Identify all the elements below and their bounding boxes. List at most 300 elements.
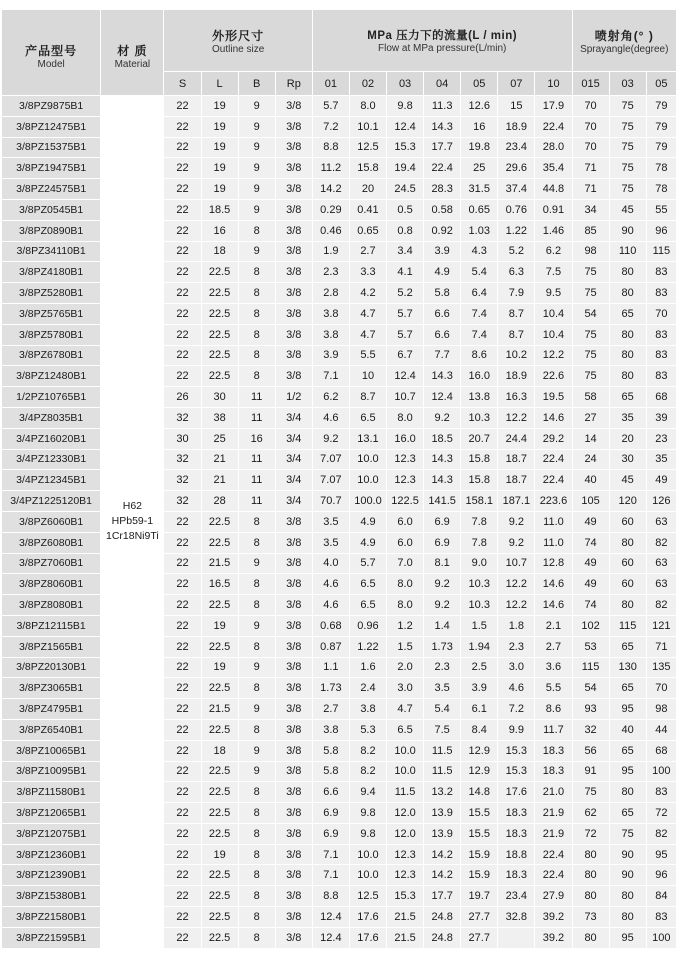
value-cell: 10.0: [349, 470, 386, 491]
value-cell: 8: [238, 823, 275, 844]
value-cell: 96: [646, 865, 676, 886]
value-cell: 15.3: [387, 137, 424, 158]
value-cell: 12.4: [424, 387, 461, 408]
value-cell: 9.8: [349, 823, 386, 844]
value-cell: 65: [609, 636, 646, 657]
value-cell: 17.6: [498, 782, 535, 803]
model-cell: 1/2PZ10765B1: [2, 387, 101, 408]
value-cell: 5.7: [387, 324, 424, 345]
subheader-cell: 04: [424, 72, 461, 96]
value-cell: 18.3: [498, 823, 535, 844]
value-cell: 11.2: [312, 158, 349, 179]
value-cell: 9.2: [498, 532, 535, 553]
value-cell: 1.46: [535, 220, 572, 241]
value-cell: 5.3: [349, 719, 386, 740]
model-cell: 3/8PZ24575B1: [2, 179, 101, 200]
value-cell: 5.8: [424, 283, 461, 304]
value-cell: 95: [609, 927, 646, 948]
value-cell: 84: [646, 886, 676, 907]
value-cell: 22: [164, 553, 201, 574]
value-cell: 8: [238, 782, 275, 803]
value-cell: 9: [238, 96, 275, 117]
value-cell: 121: [646, 615, 676, 636]
value-cell: 12.3: [387, 865, 424, 886]
model-cell: 3/4PZ8035B1: [2, 407, 101, 428]
value-cell: 22.5: [201, 595, 238, 616]
value-cell: 3/8: [275, 657, 312, 678]
value-cell: 6.5: [387, 719, 424, 740]
value-cell: 1.73: [424, 636, 461, 657]
value-cell: 22: [164, 782, 201, 803]
value-cell: 85: [572, 220, 609, 241]
value-cell: 19: [201, 179, 238, 200]
value-cell: 80: [609, 886, 646, 907]
value-cell: 6.9: [424, 511, 461, 532]
value-cell: 24.8: [424, 927, 461, 948]
value-cell: 10.3: [461, 407, 498, 428]
value-cell: 9.4: [349, 782, 386, 803]
value-cell: 12.3: [387, 470, 424, 491]
value-cell: 22.5: [201, 324, 238, 345]
value-cell: 70: [572, 137, 609, 158]
value-cell: 75: [572, 782, 609, 803]
value-cell: 22.5: [201, 511, 238, 532]
value-cell: 9: [238, 199, 275, 220]
value-cell: 9.2: [498, 511, 535, 532]
header-material-en: Material: [114, 58, 151, 70]
value-cell: 3/8: [275, 907, 312, 928]
value-cell: 8: [238, 574, 275, 595]
value-cell: 75: [572, 262, 609, 283]
value-cell: 22.5: [201, 262, 238, 283]
value-cell: 22: [164, 96, 201, 117]
value-cell: 63: [646, 574, 676, 595]
value-cell: 11: [238, 407, 275, 428]
value-cell: 22.5: [201, 345, 238, 366]
value-cell: 1.1: [312, 657, 349, 678]
value-cell: 22.5: [201, 782, 238, 803]
subheader-cell: 03: [609, 72, 646, 96]
value-cell: 4.9: [424, 262, 461, 283]
value-cell: 3/8: [275, 262, 312, 283]
value-cell: 8: [238, 927, 275, 948]
value-cell: 8.7: [349, 387, 386, 408]
value-cell: 19.4: [387, 158, 424, 179]
value-cell: 5.2: [498, 241, 535, 262]
value-cell: 22: [164, 532, 201, 553]
value-cell: 6.2: [312, 387, 349, 408]
value-cell: 73: [572, 907, 609, 928]
value-cell: 10.0: [349, 449, 386, 470]
value-cell: 2.3: [498, 636, 535, 657]
value-cell: 6.3: [498, 262, 535, 283]
value-cell: 22: [164, 199, 201, 220]
value-cell: 115: [609, 615, 646, 636]
value-cell: 17.7: [424, 886, 461, 907]
model-cell: 3/8PZ15380B1: [2, 886, 101, 907]
value-cell: 83: [646, 283, 676, 304]
value-cell: 3/8: [275, 574, 312, 595]
value-cell: 14.6: [535, 595, 572, 616]
value-cell: 10.2: [498, 345, 535, 366]
value-cell: 14.3: [424, 366, 461, 387]
value-cell: 8: [238, 865, 275, 886]
value-cell: 5.8: [312, 761, 349, 782]
value-cell: 19.8: [461, 137, 498, 158]
subheader-cell: 07: [498, 72, 535, 96]
value-cell: 83: [646, 907, 676, 928]
value-cell: 21.5: [387, 907, 424, 928]
value-cell: 39.2: [535, 907, 572, 928]
value-cell: 9.2: [424, 595, 461, 616]
nozzle-spec-table: [1, 9, 677, 949]
value-cell: 3/8: [275, 636, 312, 657]
value-cell: 2.0: [387, 657, 424, 678]
value-cell: 32.8: [498, 907, 535, 928]
value-cell: 1/2: [275, 387, 312, 408]
value-cell: 17.9: [535, 96, 572, 117]
value-cell: 90: [609, 844, 646, 865]
value-cell: 12.5: [349, 137, 386, 158]
value-cell: 22.5: [201, 886, 238, 907]
subheader-cell: 05: [461, 72, 498, 96]
value-cell: 22: [164, 116, 201, 137]
value-cell: 3/8: [275, 241, 312, 262]
model-cell: 3/8PZ12075B1: [2, 823, 101, 844]
model-cell: 3/8PZ5780B1: [2, 324, 101, 345]
value-cell: 9: [238, 158, 275, 179]
value-cell: 3/8: [275, 823, 312, 844]
value-cell: 40: [609, 719, 646, 740]
value-cell: 8.4: [461, 719, 498, 740]
value-cell: 3/4: [275, 407, 312, 428]
value-cell: 3/4: [275, 491, 312, 512]
value-cell: 4.6: [498, 678, 535, 699]
value-cell: 80: [609, 324, 646, 345]
value-cell: 98: [572, 241, 609, 262]
value-cell: 27.7: [461, 907, 498, 928]
value-cell: 29.6: [498, 158, 535, 179]
value-cell: 79: [646, 116, 676, 137]
value-cell: 22.5: [201, 532, 238, 553]
value-cell: 21.9: [535, 823, 572, 844]
value-cell: 6.7: [387, 345, 424, 366]
value-cell: 7.07: [312, 470, 349, 491]
value-cell: 14.6: [535, 574, 572, 595]
model-cell: 3/8PZ21580B1: [2, 907, 101, 928]
model-cell: 3/8PZ12475B1: [2, 116, 101, 137]
subheader-cell: 10: [535, 72, 572, 96]
model-cell: 3/8PZ4795B1: [2, 699, 101, 720]
value-cell: 83: [646, 366, 676, 387]
value-cell: 28.0: [535, 137, 572, 158]
value-cell: 15.9: [461, 844, 498, 865]
value-cell: 3/8: [275, 116, 312, 137]
value-cell: 8: [238, 511, 275, 532]
value-cell: 8: [238, 678, 275, 699]
value-cell: 3/8: [275, 844, 312, 865]
value-cell: 5.5: [535, 678, 572, 699]
value-cell: 9.2: [424, 407, 461, 428]
value-cell: 83: [646, 324, 676, 345]
value-cell: 3.8: [312, 303, 349, 324]
value-cell: 10.3: [461, 595, 498, 616]
value-cell: 37.4: [498, 179, 535, 200]
value-cell: 11.3: [424, 96, 461, 117]
value-cell: 2.1: [535, 615, 572, 636]
value-cell: 22.5: [201, 823, 238, 844]
header-material: [101, 10, 164, 96]
value-cell: 82: [646, 532, 676, 553]
value-cell: 22.5: [201, 907, 238, 928]
value-cell: 8.2: [349, 761, 386, 782]
value-cell: 4.6: [312, 407, 349, 428]
value-cell: 12.6: [461, 96, 498, 117]
header-spray-en: Sprayangle(degree): [580, 43, 669, 55]
value-cell: 1.9: [312, 241, 349, 262]
value-cell: 28: [201, 491, 238, 512]
table-row: [2, 96, 677, 117]
value-cell: 6.6: [312, 782, 349, 803]
value-cell: 11.5: [387, 782, 424, 803]
value-cell: 12.4: [387, 366, 424, 387]
model-cell: 3/8PZ5765B1: [2, 303, 101, 324]
value-cell: 75: [609, 158, 646, 179]
value-cell: 15.8: [461, 449, 498, 470]
value-cell: 6.9: [312, 803, 349, 824]
value-cell: 223.6: [535, 491, 572, 512]
value-cell: 56: [572, 740, 609, 761]
value-cell: 19: [201, 844, 238, 865]
value-cell: 60: [609, 553, 646, 574]
subheader-cell: S: [164, 72, 201, 96]
value-cell: 4.9: [349, 532, 386, 553]
value-cell: 90: [609, 865, 646, 886]
value-cell: 5.8: [312, 740, 349, 761]
value-cell: 8.0: [349, 96, 386, 117]
value-cell: 6.1: [461, 699, 498, 720]
model-cell: 3/8PZ12360B1: [2, 844, 101, 865]
value-cell: 11: [238, 491, 275, 512]
value-cell: 12.3: [387, 449, 424, 470]
value-cell: 12.2: [498, 595, 535, 616]
value-cell: 4.7: [349, 324, 386, 345]
value-cell: 21.5: [201, 553, 238, 574]
value-cell: 3.9: [312, 345, 349, 366]
value-cell: 80: [572, 865, 609, 886]
material-line: H62: [122, 500, 142, 513]
value-cell: 22.4: [535, 449, 572, 470]
value-cell: 19: [201, 615, 238, 636]
value-cell: 44: [646, 719, 676, 740]
value-cell: 6.2: [535, 241, 572, 262]
value-cell: 75: [609, 116, 646, 137]
value-cell: 22.4: [424, 158, 461, 179]
value-cell: 22: [164, 179, 201, 200]
value-cell: 22.5: [201, 303, 238, 324]
value-cell: 49: [572, 511, 609, 532]
value-cell: 12.5: [349, 886, 386, 907]
value-cell: 79: [646, 137, 676, 158]
value-cell: 9.8: [387, 96, 424, 117]
value-cell: 1.03: [461, 220, 498, 241]
value-cell: 65: [609, 387, 646, 408]
value-cell: 6.5: [349, 407, 386, 428]
value-cell: 24: [572, 449, 609, 470]
value-cell: 8: [238, 220, 275, 241]
value-cell: 19.7: [461, 886, 498, 907]
value-cell: 32: [164, 449, 201, 470]
model-cell: 3/8PZ0890B1: [2, 220, 101, 241]
value-cell: 3.8: [312, 719, 349, 740]
model-cell: 3/8PZ21595B1: [2, 927, 101, 948]
value-cell: 18.3: [498, 865, 535, 886]
header-flow-en: Flow at MPa pressure(L/min): [377, 43, 507, 54]
model-cell: 3/8PZ8080B1: [2, 595, 101, 616]
value-cell: 5.4: [424, 699, 461, 720]
header-outline-en: Outline size: [212, 43, 265, 55]
value-cell: 1.73: [312, 678, 349, 699]
value-cell: 22: [164, 761, 201, 782]
value-cell: 22: [164, 636, 201, 657]
value-cell: 8.7: [498, 324, 535, 345]
value-cell: 9.8: [349, 803, 386, 824]
value-cell: 12.0: [387, 803, 424, 824]
value-cell: 83: [646, 782, 676, 803]
value-cell: 34: [572, 199, 609, 220]
value-cell: 19.5: [535, 387, 572, 408]
value-cell: 16.0: [461, 366, 498, 387]
value-cell: 9: [238, 615, 275, 636]
value-cell: 10.4: [535, 324, 572, 345]
value-cell: 23: [646, 428, 676, 449]
value-cell: 100: [646, 927, 676, 948]
value-cell: 9: [238, 761, 275, 782]
value-cell: 19: [201, 137, 238, 158]
model-cell: 3/4PZ12330B1: [2, 449, 101, 470]
value-cell: 80: [609, 345, 646, 366]
value-cell: 80: [609, 782, 646, 803]
model-cell: 3/8PZ3065B1: [2, 678, 101, 699]
value-cell: 21: [201, 449, 238, 470]
value-cell: 7.4: [461, 303, 498, 324]
header-spray-angle: [572, 10, 676, 72]
value-cell: 18.3: [535, 740, 572, 761]
value-cell: 18.9: [498, 116, 535, 137]
model-cell: 3/8PZ12115B1: [2, 615, 101, 636]
value-cell: 1.2: [387, 615, 424, 636]
value-cell: 17.7: [424, 137, 461, 158]
value-cell: 0.29: [312, 199, 349, 220]
value-cell: 100: [646, 761, 676, 782]
value-cell: 22: [164, 241, 201, 262]
value-cell: 3.9: [424, 241, 461, 262]
value-cell: 32: [164, 407, 201, 428]
value-cell: 9: [238, 699, 275, 720]
value-cell: 29.2: [535, 428, 572, 449]
header-model-cn: 产品型号: [25, 43, 78, 58]
value-cell: 5.2: [387, 283, 424, 304]
value-cell: 75: [572, 324, 609, 345]
value-cell: 0.46: [312, 220, 349, 241]
value-cell: 14: [572, 428, 609, 449]
value-cell: 3.5: [312, 532, 349, 553]
value-cell: 6.0: [387, 511, 424, 532]
value-cell: 158.1: [461, 491, 498, 512]
value-cell: 18.3: [535, 761, 572, 782]
value-cell: 80: [609, 262, 646, 283]
value-cell: 80: [609, 907, 646, 928]
value-cell: 17.6: [349, 907, 386, 928]
value-cell: 3/8: [275, 158, 312, 179]
value-cell: 3/8: [275, 719, 312, 740]
value-cell: 3/8: [275, 511, 312, 532]
model-cell: 3/8PZ9875B1: [2, 96, 101, 117]
value-cell: 18.7: [498, 470, 535, 491]
value-cell: 1.6: [349, 657, 386, 678]
value-cell: 22: [164, 865, 201, 886]
value-cell: [498, 927, 535, 948]
value-cell: 7.4: [461, 324, 498, 345]
value-cell: 3/8: [275, 740, 312, 761]
value-cell: 24.4: [498, 428, 535, 449]
value-cell: 102: [572, 615, 609, 636]
value-cell: 17.6: [349, 927, 386, 948]
value-cell: 3/8: [275, 927, 312, 948]
value-cell: 80: [609, 283, 646, 304]
value-cell: 3.8: [349, 699, 386, 720]
value-cell: 3/8: [275, 532, 312, 553]
value-cell: 1.5: [461, 615, 498, 636]
value-cell: 80: [609, 366, 646, 387]
value-cell: 22: [164, 574, 201, 595]
value-cell: 22: [164, 678, 201, 699]
value-cell: 6.9: [312, 823, 349, 844]
model-cell: 3/8PZ1565B1: [2, 636, 101, 657]
value-cell: 24.5: [387, 179, 424, 200]
subheader-cell: 01: [312, 72, 349, 96]
value-cell: 7.0: [387, 553, 424, 574]
value-cell: 8.1: [424, 553, 461, 574]
value-cell: 15.3: [498, 740, 535, 761]
model-cell: 3/8PZ15375B1: [2, 137, 101, 158]
value-cell: 9.5: [535, 283, 572, 304]
value-cell: 4.0: [312, 553, 349, 574]
value-cell: 22: [164, 220, 201, 241]
value-cell: 12.2: [535, 345, 572, 366]
value-cell: 82: [646, 595, 676, 616]
material-line: HPb59-1: [111, 515, 154, 528]
model-cell: 3/8PZ11580B1: [2, 782, 101, 803]
value-cell: 22: [164, 719, 201, 740]
value-cell: 8: [238, 719, 275, 740]
value-cell: 80: [572, 927, 609, 948]
value-cell: 19: [201, 158, 238, 179]
value-cell: 7.1: [312, 844, 349, 865]
value-cell: 3/8: [275, 303, 312, 324]
value-cell: 2.3: [312, 262, 349, 283]
value-cell: 0.91: [535, 199, 572, 220]
value-cell: 15.3: [387, 886, 424, 907]
value-cell: 22: [164, 886, 201, 907]
value-cell: 96: [646, 220, 676, 241]
value-cell: 22: [164, 907, 201, 928]
value-cell: 72: [572, 823, 609, 844]
value-cell: 8: [238, 907, 275, 928]
value-cell: 100.0: [349, 491, 386, 512]
value-cell: 80: [609, 532, 646, 553]
value-cell: 120: [609, 491, 646, 512]
